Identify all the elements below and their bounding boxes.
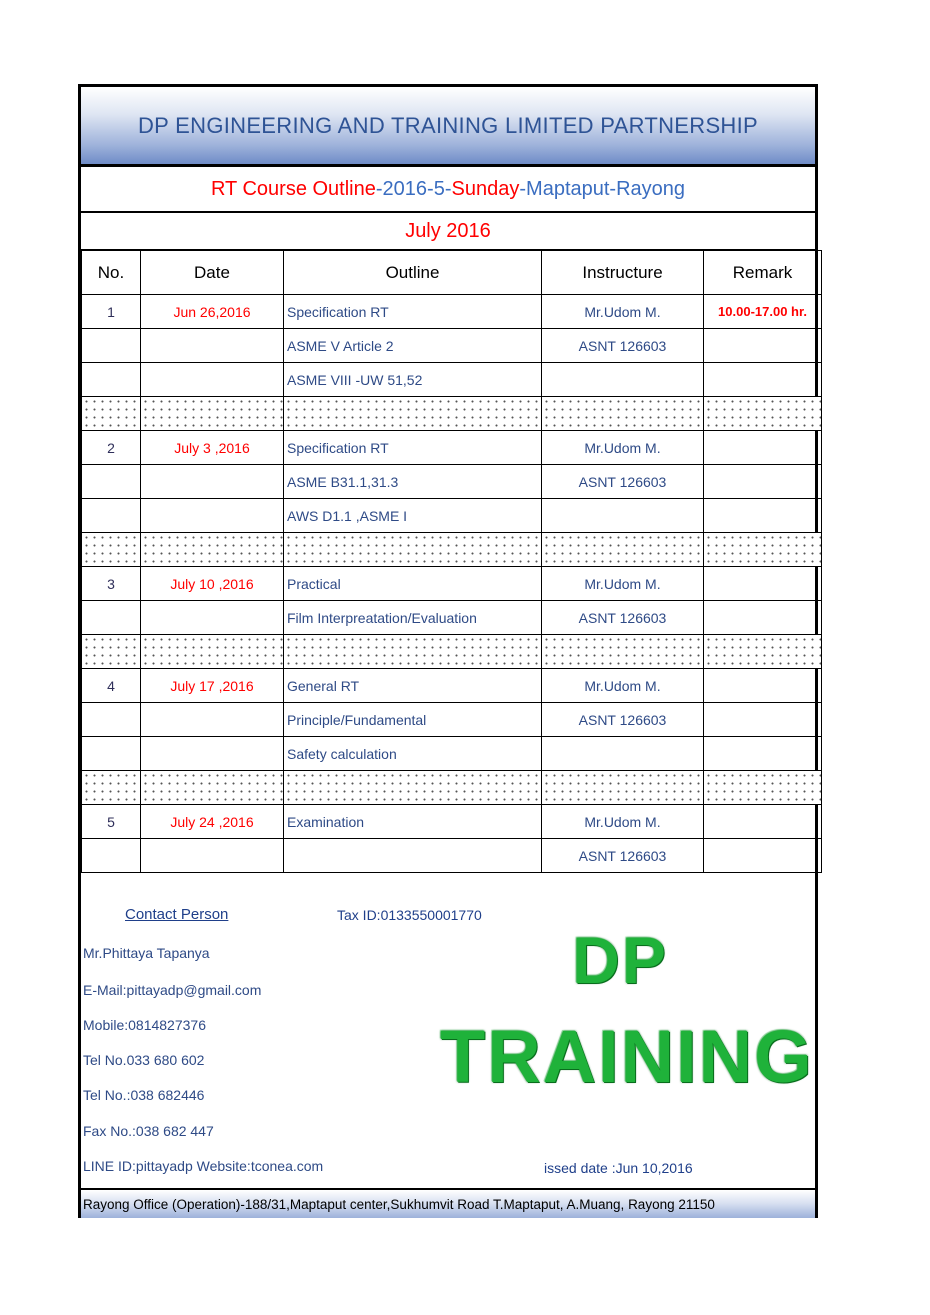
cell-outline: Safety calculation — [284, 737, 542, 771]
cell-date — [141, 839, 284, 873]
contact-mobile: Mobile:0814827376 — [83, 1017, 206, 1033]
separator-cell — [284, 635, 542, 669]
contact-tel-2: Tel No.:038 682446 — [83, 1087, 205, 1103]
separator-cell — [704, 771, 822, 805]
schedule-table — [81, 250, 822, 873]
separator-row — [82, 635, 822, 669]
cell-outline: Film Interpreatation/Evaluation — [284, 601, 542, 635]
cell-no — [82, 601, 141, 635]
company-header — [81, 87, 815, 167]
cell-date: July 24 ,2016 — [141, 805, 284, 839]
cell-outline: Examination — [284, 805, 542, 839]
separator-cell — [704, 397, 822, 431]
company-name: DP ENGINEERING AND TRAINING LIMITED PARTNERSHIP — [137, 112, 759, 138]
cell-instructor: ASNT 126603 — [542, 465, 704, 499]
cell-date: July 10 ,2016 — [141, 567, 284, 601]
cell-instructor — [542, 499, 704, 533]
table-row — [82, 737, 822, 771]
table-row — [82, 669, 822, 703]
cell-outline: General RT — [284, 669, 542, 703]
course-name: RT Course Outline — [210, 177, 376, 200]
cell-date — [141, 737, 284, 771]
separator-cell — [82, 635, 141, 669]
cell-no — [82, 329, 141, 363]
cell-date — [141, 329, 284, 363]
course-number: 5 — [433, 177, 445, 200]
cell-instructor: ASNT 126603 — [542, 329, 704, 363]
separator-cell — [141, 533, 284, 567]
separator-cell — [82, 397, 141, 431]
cell-remark — [704, 567, 822, 601]
table-row — [82, 567, 822, 601]
cell-outline: Practical — [284, 567, 542, 601]
separator-cell — [284, 397, 542, 431]
contact-person-title: Contact Person — [125, 906, 229, 923]
table-row — [82, 601, 822, 635]
footer-address-bar — [81, 1188, 815, 1218]
table-row — [82, 703, 822, 737]
subtitle-dash: - — [519, 177, 527, 200]
cell-remark — [704, 329, 822, 363]
cell-date: Jun 26,2016 — [141, 295, 284, 329]
separator-cell — [704, 533, 822, 567]
table-row — [82, 431, 822, 465]
subtitle-dash: - — [427, 177, 434, 200]
separator-row — [82, 771, 822, 805]
subtitle-dash: - — [444, 177, 452, 200]
cell-outline: Principle/Fundamental — [284, 703, 542, 737]
separator-cell — [704, 635, 822, 669]
separator-cell — [542, 397, 704, 431]
cell-date — [141, 465, 284, 499]
issued-date: issed date :Jun 10,2016 — [544, 1160, 693, 1176]
cell-no: 1 — [82, 295, 141, 329]
cell-remark — [704, 703, 822, 737]
logo-dp: DP — [572, 923, 668, 997]
cell-no — [82, 839, 141, 873]
cell-date — [141, 499, 284, 533]
cell-no: 4 — [82, 669, 141, 703]
cell-outline: AWS D1.1 ,ASME I — [284, 499, 542, 533]
separator-cell — [141, 397, 284, 431]
cell-remark — [704, 839, 822, 873]
header-no: No. — [82, 251, 141, 295]
cell-no — [82, 499, 141, 533]
cell-remark — [704, 669, 822, 703]
cell-instructor — [542, 363, 704, 397]
cell-instructor — [542, 737, 704, 771]
table-row — [82, 499, 822, 533]
cell-instructor: Mr.Udom M. — [542, 567, 704, 601]
contact-email: E-Mail:pittayadp@gmail.com — [83, 982, 262, 998]
separator-cell — [284, 771, 542, 805]
table-header-row — [82, 251, 822, 295]
cell-remark — [704, 465, 822, 499]
separator-cell — [82, 533, 141, 567]
cell-instructor: Mr.Udom M. — [542, 805, 704, 839]
cell-date — [141, 601, 284, 635]
cell-remark — [704, 431, 822, 465]
cell-outline: ASME V Article 2 — [284, 329, 542, 363]
cell-instructor: Mr.Udom M. — [542, 669, 704, 703]
header-date: Date — [141, 251, 284, 295]
cell-no — [82, 465, 141, 499]
subtitle-dash: - — [375, 177, 383, 200]
header-instructor: Instructure — [542, 251, 704, 295]
cell-instructor: Mr.Udom M. — [542, 431, 704, 465]
separator-cell — [284, 533, 542, 567]
table-row — [82, 329, 822, 363]
table-row — [82, 805, 822, 839]
cell-no — [82, 363, 141, 397]
separator-cell — [542, 635, 704, 669]
contact-line-website: LINE ID:pittayadp Website:tconea.com — [83, 1158, 324, 1174]
contact-tel-1: Tel No.033 680 602 — [83, 1052, 205, 1068]
table-row — [82, 839, 822, 873]
subtitle-dash: - — [609, 177, 617, 200]
course-place: Maptaput — [526, 177, 610, 200]
cell-no: 3 — [82, 567, 141, 601]
cell-no — [82, 703, 141, 737]
table-row — [82, 465, 822, 499]
cell-date — [141, 703, 284, 737]
cell-outline: Specification RT — [284, 431, 542, 465]
cell-remark — [704, 805, 822, 839]
cell-outline — [284, 839, 542, 873]
separator-row — [82, 397, 822, 431]
separator-cell — [542, 533, 704, 567]
table-row — [82, 363, 822, 397]
month-title: July 2016 — [81, 213, 815, 251]
cell-remark: 10.00-17.00 hr. — [704, 295, 822, 329]
course-year: 2016 — [382, 177, 428, 200]
separator-cell — [141, 771, 284, 805]
contact-name: Mr.Phittaya Tapanya — [83, 945, 210, 961]
course-province: Rayong — [616, 177, 686, 200]
cell-outline: ASME VIII -UW 51,52 — [284, 363, 542, 397]
table-row — [82, 295, 822, 329]
separator-cell — [542, 771, 704, 805]
cell-no — [82, 737, 141, 771]
cell-instructor: ASNT 126603 — [542, 839, 704, 873]
cell-remark — [704, 363, 822, 397]
cell-date: July 17 ,2016 — [141, 669, 284, 703]
separator-cell — [141, 635, 284, 669]
cell-instructor: Mr.Udom M. — [542, 295, 704, 329]
contact-fax: Fax No.:038 682 447 — [83, 1123, 214, 1139]
course-subtitle — [81, 167, 815, 213]
cell-no: 2 — [82, 431, 141, 465]
header-outline: Outline — [284, 251, 542, 295]
cell-instructor: ASNT 126603 — [542, 601, 704, 635]
course-day: Sunday — [451, 177, 520, 200]
header-remark: Remark — [704, 251, 822, 295]
cell-date — [141, 363, 284, 397]
cell-remark — [704, 499, 822, 533]
cell-no: 5 — [82, 805, 141, 839]
cell-instructor: ASNT 126603 — [542, 703, 704, 737]
logo-training: TRAINING — [440, 1015, 814, 1098]
cell-remark — [704, 601, 822, 635]
tax-id: Tax ID:0133550001770 — [337, 907, 482, 923]
office-address: Rayong Office (Operation)-188/31,Maptaput center,Sukhumvit Road T.Maptaput, A.Muang, Rayong 21150 — [83, 1196, 715, 1212]
cell-remark — [704, 737, 822, 771]
separator-row — [82, 533, 822, 567]
separator-cell — [82, 771, 141, 805]
cell-outline: ASME B31.1,31.3 — [284, 465, 542, 499]
cell-outline: Specification RT — [284, 295, 542, 329]
cell-date: July 3 ,2016 — [141, 431, 284, 465]
